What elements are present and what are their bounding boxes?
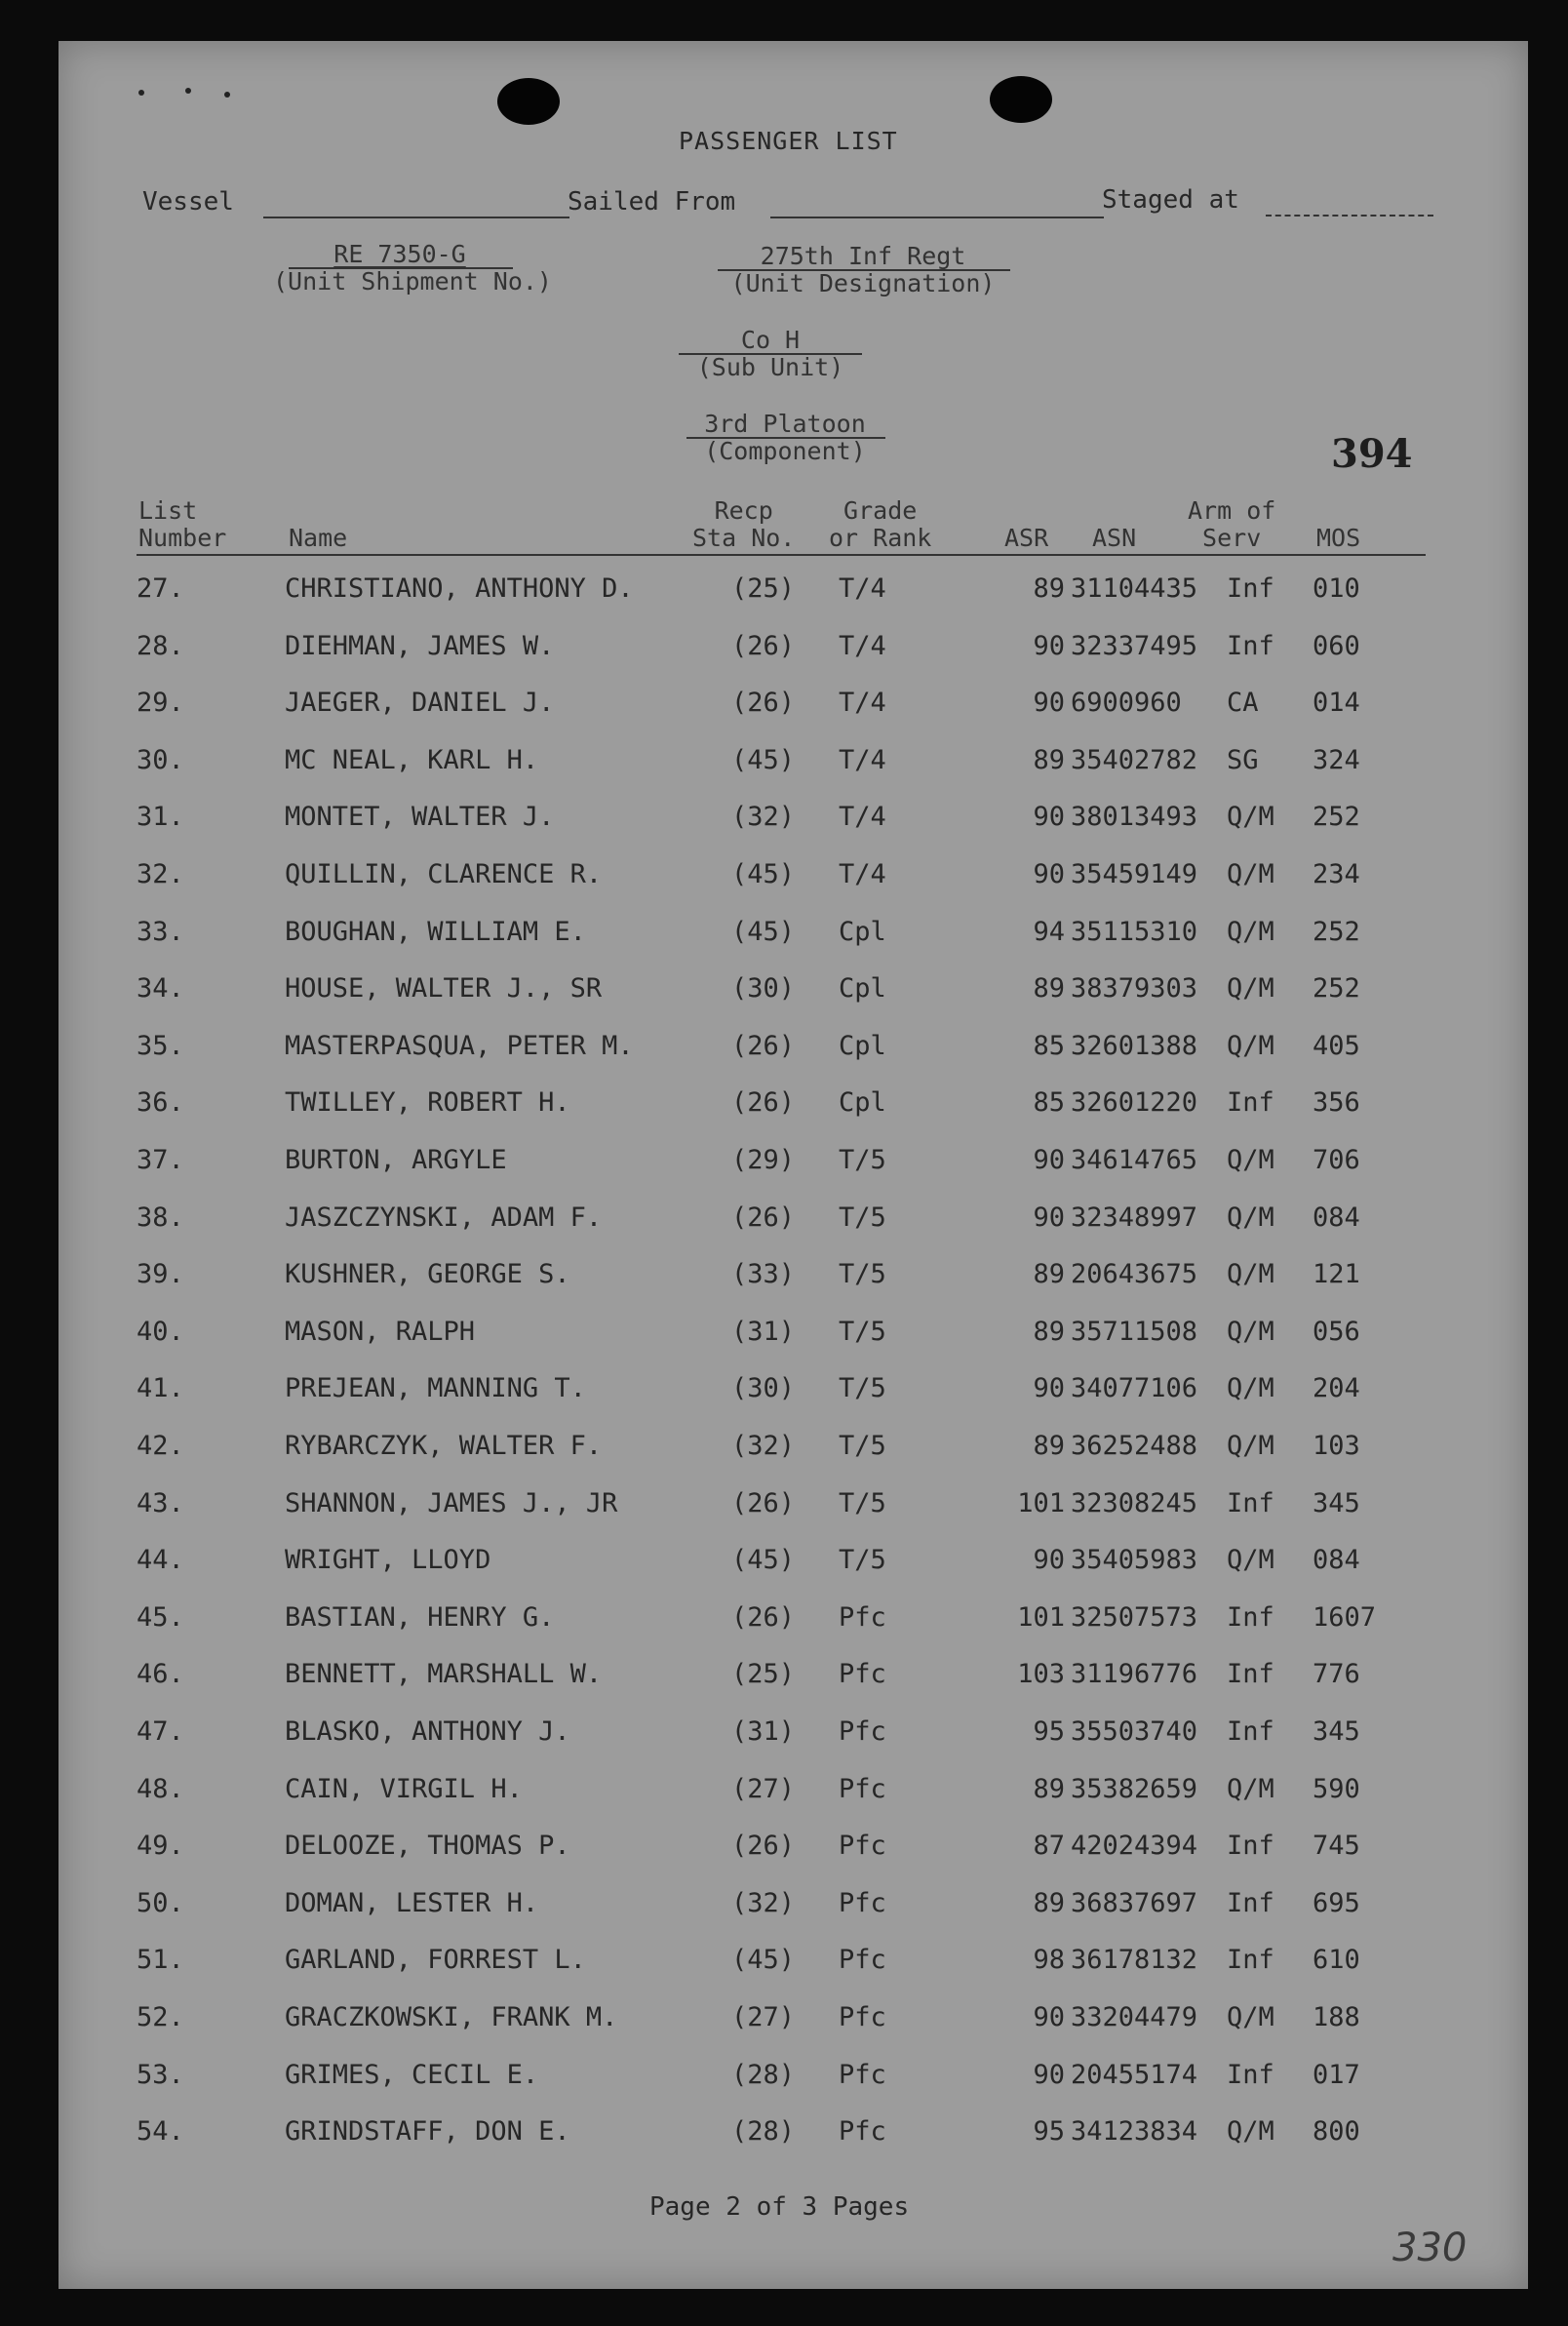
grade-rank: T/4: [839, 744, 886, 775]
list-number: 51.: [137, 1945, 184, 1976]
table-row: [59, 2060, 1528, 2099]
passenger-name: BENNETT, MARSHALL W.: [285, 1659, 603, 1690]
table-row: [59, 1831, 1528, 1870]
grade-rank: T/5: [839, 1373, 886, 1404]
grade-rank: Pfc: [839, 1773, 886, 1804]
asn-number: 20455174: [1071, 2059, 1198, 2090]
asn-number: 32507573: [1071, 1601, 1198, 1633]
col-name: Name: [289, 524, 348, 552]
passenger-name: WRIGHT, LLOYD: [285, 1545, 491, 1576]
mos-code: 405: [1313, 1030, 1360, 1061]
passenger-name: MASTERPASQUA, PETER M.: [285, 1030, 634, 1061]
list-number: 31.: [137, 802, 184, 833]
mos-code: 056: [1313, 1316, 1360, 1347]
mos-code: 084: [1313, 1545, 1360, 1576]
passenger-name: KUSHNER, GEORGE S.: [285, 1259, 570, 1290]
recp-sta-no: (30): [731, 973, 796, 1005]
col-arm-line2: Serv: [1202, 524, 1262, 552]
mos-code: 084: [1313, 1202, 1360, 1233]
asn-number: 36178132: [1071, 1945, 1198, 1976]
list-number: 27.: [137, 573, 184, 604]
table-row: [59, 1145, 1528, 1184]
grade-rank: Pfc: [839, 1659, 886, 1690]
col-list-number: [138, 497, 226, 552]
asn-number: 35405983: [1071, 1545, 1198, 1576]
sailed-from-label: Sailed From: [568, 187, 736, 217]
mos-code: 695: [1313, 1887, 1360, 1918]
passenger-name: BASTIAN, HENRY G.: [285, 1601, 555, 1633]
mos-code: 121: [1313, 1259, 1360, 1290]
arm-of-service: Q/M: [1227, 1773, 1274, 1804]
passenger-name: RYBARCZYK, WALTER F.: [285, 1431, 603, 1461]
table-row: [59, 1602, 1528, 1641]
recp-sta-no: (29): [731, 1145, 796, 1175]
mos-code: 252: [1313, 916, 1360, 947]
arm-of-service: Q/M: [1227, 1316, 1274, 1347]
col-grade-line1: Grade: [843, 496, 918, 525]
grade-rank: T/5: [839, 1202, 886, 1233]
list-number: 29.: [137, 688, 184, 719]
sub-unit-caption: (Sub Unit): [696, 353, 844, 381]
col-grade-line2: or Rank: [829, 524, 932, 552]
staged-at-label: Staged at: [1102, 185, 1239, 215]
grade-rank: T/5: [839, 1487, 886, 1518]
table-row: [59, 688, 1528, 727]
table-row: [59, 1202, 1528, 1242]
recp-sta-no: (28): [731, 2116, 796, 2148]
grade-rank: Cpl: [839, 973, 886, 1005]
table-row: [59, 1317, 1528, 1356]
mos-code: 356: [1313, 1087, 1360, 1119]
recp-sta-no: (32): [731, 1887, 796, 1918]
asn-number: 31196776: [1071, 1659, 1198, 1690]
asn-number: 32601388: [1071, 1030, 1198, 1061]
asn-number: 35503740: [1071, 1716, 1198, 1747]
asn-number: 33204479: [1071, 2002, 1198, 2032]
col-asn: ASN: [1092, 524, 1137, 552]
unit-shipment-caption: (Unit Shipment No.): [273, 267, 552, 296]
mos-code: 010: [1313, 573, 1360, 604]
list-number: 53.: [137, 2059, 184, 2090]
punch-hole-right: [990, 76, 1052, 123]
sailed-from-blank: [770, 217, 1104, 218]
mos-code: 014: [1313, 688, 1360, 719]
grade-rank: Pfc: [839, 1716, 886, 1747]
arm-of-service: Q/M: [1227, 2116, 1274, 2148]
asn-number: 35115310: [1071, 916, 1198, 947]
asr-score: 89: [1033, 973, 1065, 1005]
asr-score: 89: [1033, 1887, 1065, 1918]
passenger-name: GRINDSTAFF, DON E.: [285, 2116, 570, 2148]
table-row: [59, 1774, 1528, 1813]
asr-score: 90: [1033, 2059, 1065, 2090]
asr-score: 89: [1033, 573, 1065, 604]
asn-number: 36837697: [1071, 1887, 1198, 1918]
grade-rank: Pfc: [839, 2059, 886, 2090]
table-row: [59, 631, 1528, 670]
passenger-name: SHANNON, JAMES J., JR: [285, 1487, 618, 1518]
mos-code: 706: [1313, 1145, 1360, 1175]
recp-sta-no: (26): [731, 1831, 796, 1862]
recp-sta-no: (45): [731, 916, 796, 947]
table-row: [59, 1373, 1528, 1412]
col-grade: [829, 497, 931, 552]
arm-of-service: Inf: [1227, 1716, 1274, 1747]
passenger-name: PREJEAN, MANNING T.: [285, 1373, 586, 1404]
speck: [224, 92, 230, 98]
mos-code: 776: [1313, 1659, 1360, 1690]
asr-score: 103: [1017, 1659, 1065, 1690]
table-row: [59, 859, 1528, 898]
unit-shipment-number: RE 7350-G: [333, 240, 466, 268]
recp-sta-no: (45): [731, 1545, 796, 1576]
mos-code: 345: [1313, 1487, 1360, 1518]
vessel-label: Vessel: [142, 187, 234, 217]
mos-code: 1607: [1313, 1601, 1377, 1633]
arm-of-service: Q/M: [1227, 1030, 1274, 1061]
recp-sta-no: (45): [731, 1945, 796, 1976]
asn-number: 20643675: [1071, 1259, 1198, 1290]
list-number: 40.: [137, 1316, 184, 1347]
sub-unit-value: Co H: [740, 326, 801, 354]
grade-rank: T/4: [839, 630, 886, 661]
unit-shipment-rule: [289, 267, 513, 269]
recp-sta-no: (26): [731, 1202, 796, 1233]
arm-of-service: Inf: [1227, 573, 1274, 604]
arm-of-service: Q/M: [1227, 1373, 1274, 1404]
recp-sta-no: (31): [731, 1316, 796, 1347]
table-row: [59, 1488, 1528, 1527]
recp-sta-no: (26): [731, 1087, 796, 1119]
list-number: 49.: [137, 1831, 184, 1862]
grade-rank: Pfc: [839, 1887, 886, 1918]
asn-number: 32348997: [1071, 1202, 1198, 1233]
col-asr: ASR: [1004, 524, 1049, 552]
list-number: 50.: [137, 1887, 184, 1918]
list-number: 47.: [137, 1716, 184, 1747]
grade-rank: Cpl: [839, 1087, 886, 1119]
vessel-blank: [263, 217, 569, 218]
arm-of-service: Inf: [1227, 1487, 1274, 1518]
asn-number: 31104435: [1071, 573, 1198, 604]
mos-code: 204: [1313, 1373, 1360, 1404]
passenger-name: MONTET, WALTER J.: [285, 802, 555, 833]
table-row: [59, 1545, 1528, 1584]
col-mos: MOS: [1316, 524, 1361, 552]
recp-sta-no: (32): [731, 802, 796, 833]
asr-score: 89: [1033, 1316, 1065, 1347]
mos-code: 017: [1313, 2059, 1360, 2090]
asn-number: 36252488: [1071, 1431, 1198, 1461]
asr-score: 89: [1033, 1773, 1065, 1804]
list-number: 52.: [137, 2002, 184, 2032]
mos-code: 324: [1313, 744, 1360, 775]
col-list-number-line2: Number: [138, 524, 227, 552]
asn-number: 34123834: [1071, 2116, 1198, 2148]
recp-sta-no: (25): [731, 1659, 796, 1690]
list-number: 35.: [137, 1030, 184, 1061]
passenger-name: CHRISTIANO, ANTHONY D.: [285, 573, 634, 604]
passenger-name: GRIMES, CECIL E.: [285, 2059, 539, 2090]
list-number: 46.: [137, 1659, 184, 1690]
passenger-name: TWILLEY, ROBERT H.: [285, 1087, 570, 1119]
asr-score: 95: [1033, 2116, 1065, 2148]
recp-sta-no: (45): [731, 859, 796, 889]
grade-rank: Cpl: [839, 916, 886, 947]
table-row: [59, 1031, 1528, 1070]
arm-of-service: Inf: [1227, 1831, 1274, 1862]
asn-number: 35382659: [1071, 1773, 1198, 1804]
passenger-name: QUILLIN, CLARENCE R.: [285, 859, 603, 889]
mos-code: 610: [1313, 1945, 1360, 1976]
recp-sta-no: (26): [731, 1487, 796, 1518]
asr-score: 90: [1033, 1545, 1065, 1576]
recp-sta-no: (45): [731, 744, 796, 775]
list-number: 43.: [137, 1487, 184, 1518]
table-row: [59, 802, 1528, 841]
table-row: [59, 1431, 1528, 1470]
table-row: [59, 573, 1528, 612]
unit-designation-value: [702, 242, 1024, 270]
asn-number: 32337495: [1071, 630, 1198, 661]
table-row: [59, 917, 1528, 956]
table-row: [59, 1659, 1528, 1698]
list-number: 42.: [137, 1431, 184, 1461]
recp-sta-no: (28): [731, 2059, 796, 2090]
list-number: 41.: [137, 1373, 184, 1404]
passenger-list-document: [59, 41, 1528, 2289]
grade-rank: Pfc: [839, 1601, 886, 1633]
arm-of-service: Q/M: [1227, 916, 1274, 947]
mos-code: 234: [1313, 859, 1360, 889]
col-recp-line2: Sta No.: [692, 524, 796, 552]
asn-number: 38379303: [1071, 973, 1198, 1005]
unit-shipment-value: [273, 240, 527, 268]
grade-rank: T/4: [839, 573, 886, 604]
grade-rank: T/4: [839, 802, 886, 833]
asr-score: 101: [1017, 1487, 1065, 1518]
unit-designation-caption: (Unit Designation): [730, 269, 996, 297]
passenger-name: JAEGER, DANIEL J.: [285, 688, 555, 719]
col-recp-sta: [692, 497, 795, 552]
arm-of-service: Q/M: [1227, 1259, 1274, 1290]
asr-score: 90: [1033, 1373, 1065, 1404]
col-arm-of-serv: [1188, 497, 1275, 552]
passenger-name: DOMAN, LESTER H.: [285, 1887, 539, 1918]
list-number: 34.: [137, 973, 184, 1005]
asr-score: 90: [1033, 630, 1065, 661]
grade-rank: T/5: [839, 1545, 886, 1576]
arm-of-service: CA: [1227, 688, 1259, 719]
table-row: [59, 1945, 1528, 1984]
table-row: [59, 2002, 1528, 2041]
grade-rank: Cpl: [839, 1030, 886, 1061]
page-footer: Page 2 of 3 Pages: [649, 2192, 910, 2222]
arm-of-service: Inf: [1227, 2059, 1274, 2090]
recp-sta-no: (26): [731, 688, 796, 719]
passenger-name: BOUGHAN, WILLIAM E.: [285, 916, 586, 947]
passenger-name: DIEHMAN, JAMES W.: [285, 630, 555, 661]
arm-of-service: Q/M: [1227, 973, 1274, 1005]
arm-of-service: SG: [1227, 744, 1259, 775]
list-number: 44.: [137, 1545, 184, 1576]
asr-score: 90: [1033, 688, 1065, 719]
arm-of-service: Inf: [1227, 1087, 1274, 1119]
asr-score: 89: [1033, 1259, 1065, 1290]
punch-hole-left: [497, 78, 560, 125]
arm-of-service: Q/M: [1227, 1145, 1274, 1175]
table-row: [59, 1716, 1528, 1755]
asn-number: 34614765: [1071, 1145, 1198, 1175]
arm-of-service: Q/M: [1227, 1202, 1274, 1233]
table-row: [59, 1888, 1528, 1927]
list-number: 54.: [137, 2116, 184, 2148]
grade-rank: Pfc: [839, 2116, 886, 2148]
mos-code: 252: [1313, 973, 1360, 1005]
arm-of-service: Q/M: [1227, 859, 1274, 889]
asn-number: 38013493: [1071, 802, 1198, 833]
list-number: 39.: [137, 1259, 184, 1290]
col-recp-line1: Recp: [714, 496, 773, 525]
component-value: 3rd Platoon: [704, 410, 866, 438]
grade-rank: Pfc: [839, 1945, 886, 1976]
asn-number: 32308245: [1071, 1487, 1198, 1518]
passenger-name: BLASKO, ANTHONY J.: [285, 1716, 570, 1747]
table-row: [59, 1087, 1528, 1126]
asn-number: 35711508: [1071, 1316, 1198, 1347]
grade-rank: T/5: [839, 1316, 886, 1347]
list-number: 36.: [137, 1087, 184, 1119]
recp-sta-no: (26): [731, 630, 796, 661]
header-rule: [137, 554, 1426, 556]
arm-of-service: Q/M: [1227, 802, 1274, 833]
passenger-name: JASZCZYNSKI, ADAM F.: [285, 1202, 603, 1233]
asr-score: 87: [1033, 1831, 1065, 1862]
mos-code: 745: [1313, 1831, 1360, 1862]
passenger-name: GRACZKOWSKI, FRANK M.: [285, 2002, 618, 2032]
recp-sta-no: (26): [731, 1030, 796, 1061]
page-number-stamp: 394: [1331, 431, 1413, 477]
asn-number: 35459149: [1071, 859, 1198, 889]
grade-rank: T/5: [839, 1431, 886, 1461]
asr-score: 94: [1033, 916, 1065, 947]
mos-code: 188: [1313, 2002, 1360, 2032]
list-number: 30.: [137, 744, 184, 775]
passenger-name: CAIN, VIRGIL H.: [285, 1773, 523, 1804]
asr-score: 90: [1033, 1145, 1065, 1175]
arm-of-service: Inf: [1227, 630, 1274, 661]
list-number: 37.: [137, 1145, 184, 1175]
unit-designation-text: 275th Inf Regt: [760, 242, 966, 270]
table-row: [59, 2116, 1528, 2155]
recp-sta-no: (30): [731, 1373, 796, 1404]
asr-score: 85: [1033, 1030, 1065, 1061]
asr-score: 90: [1033, 859, 1065, 889]
recp-sta-no: (26): [731, 1601, 796, 1633]
arm-of-service: Q/M: [1227, 2002, 1274, 2032]
asn-number: 32601220: [1071, 1087, 1198, 1119]
asr-score: 89: [1033, 744, 1065, 775]
passenger-name: DELOOZE, THOMAS P.: [285, 1831, 570, 1862]
grade-rank: T/5: [839, 1259, 886, 1290]
arm-of-service: Inf: [1227, 1601, 1274, 1633]
mos-code: 345: [1313, 1716, 1360, 1747]
asr-score: 98: [1033, 1945, 1065, 1976]
handwritten-stamp-number: 330: [1392, 2226, 1468, 2270]
asr-score: 90: [1033, 1202, 1065, 1233]
recp-sta-no: (33): [731, 1259, 796, 1290]
asr-score: 90: [1033, 802, 1065, 833]
asr-score: 85: [1033, 1087, 1065, 1119]
asn-number: 34077106: [1071, 1373, 1198, 1404]
passenger-name: MASON, RALPH: [285, 1316, 476, 1347]
mos-code: 252: [1313, 802, 1360, 833]
arm-of-service: Inf: [1227, 1659, 1274, 1690]
passenger-name: HOUSE, WALTER J., SR: [285, 973, 603, 1005]
grade-rank: T/4: [839, 688, 886, 719]
asr-score: 95: [1033, 1716, 1065, 1747]
component-caption: (Component): [704, 437, 866, 465]
mos-code: 590: [1313, 1773, 1360, 1804]
recp-sta-no: (25): [731, 573, 796, 604]
grade-rank: T/4: [839, 859, 886, 889]
grade-rank: Pfc: [839, 1831, 886, 1862]
staged-at-blank: [1266, 215, 1433, 217]
arm-of-service: Q/M: [1227, 1545, 1274, 1576]
asn-number: 6900960: [1071, 688, 1182, 719]
grade-rank: T/5: [839, 1145, 886, 1175]
asr-score: 89: [1033, 1431, 1065, 1461]
grade-rank: Pfc: [839, 2002, 886, 2032]
table-row: [59, 973, 1528, 1012]
speck: [138, 90, 144, 96]
document-title: PASSENGER LIST: [679, 127, 898, 155]
passenger-name: BURTON, ARGYLE: [285, 1145, 507, 1175]
list-number: 48.: [137, 1773, 184, 1804]
passenger-name: GARLAND, FORREST L.: [285, 1945, 586, 1976]
asr-score: 90: [1033, 2002, 1065, 2032]
asn-number: 42024394: [1071, 1831, 1198, 1862]
mos-code: 800: [1313, 2116, 1360, 2148]
list-number: 28.: [137, 630, 184, 661]
asn-number: 35402782: [1071, 744, 1198, 775]
list-number: 45.: [137, 1601, 184, 1633]
asr-score: 101: [1017, 1601, 1065, 1633]
arm-of-service: Q/M: [1227, 1431, 1274, 1461]
arm-of-service: Inf: [1227, 1945, 1274, 1976]
col-arm-line1: Arm of: [1188, 496, 1276, 525]
recp-sta-no: (27): [731, 1773, 796, 1804]
passenger-name: MC NEAL, KARL H.: [285, 744, 539, 775]
recp-sta-no: (27): [731, 2002, 796, 2032]
speck: [185, 88, 191, 94]
list-number: 33.: [137, 916, 184, 947]
table-row: [59, 745, 1528, 784]
mos-code: 103: [1313, 1431, 1360, 1461]
arm-of-service: Inf: [1227, 1887, 1274, 1918]
table-row: [59, 1259, 1528, 1298]
list-number: 38.: [137, 1202, 184, 1233]
list-number: 32.: [137, 859, 184, 889]
recp-sta-no: (31): [731, 1716, 796, 1747]
col-list-number-line1: List: [138, 496, 198, 525]
recp-sta-no: (32): [731, 1431, 796, 1461]
mos-code: 060: [1313, 630, 1360, 661]
